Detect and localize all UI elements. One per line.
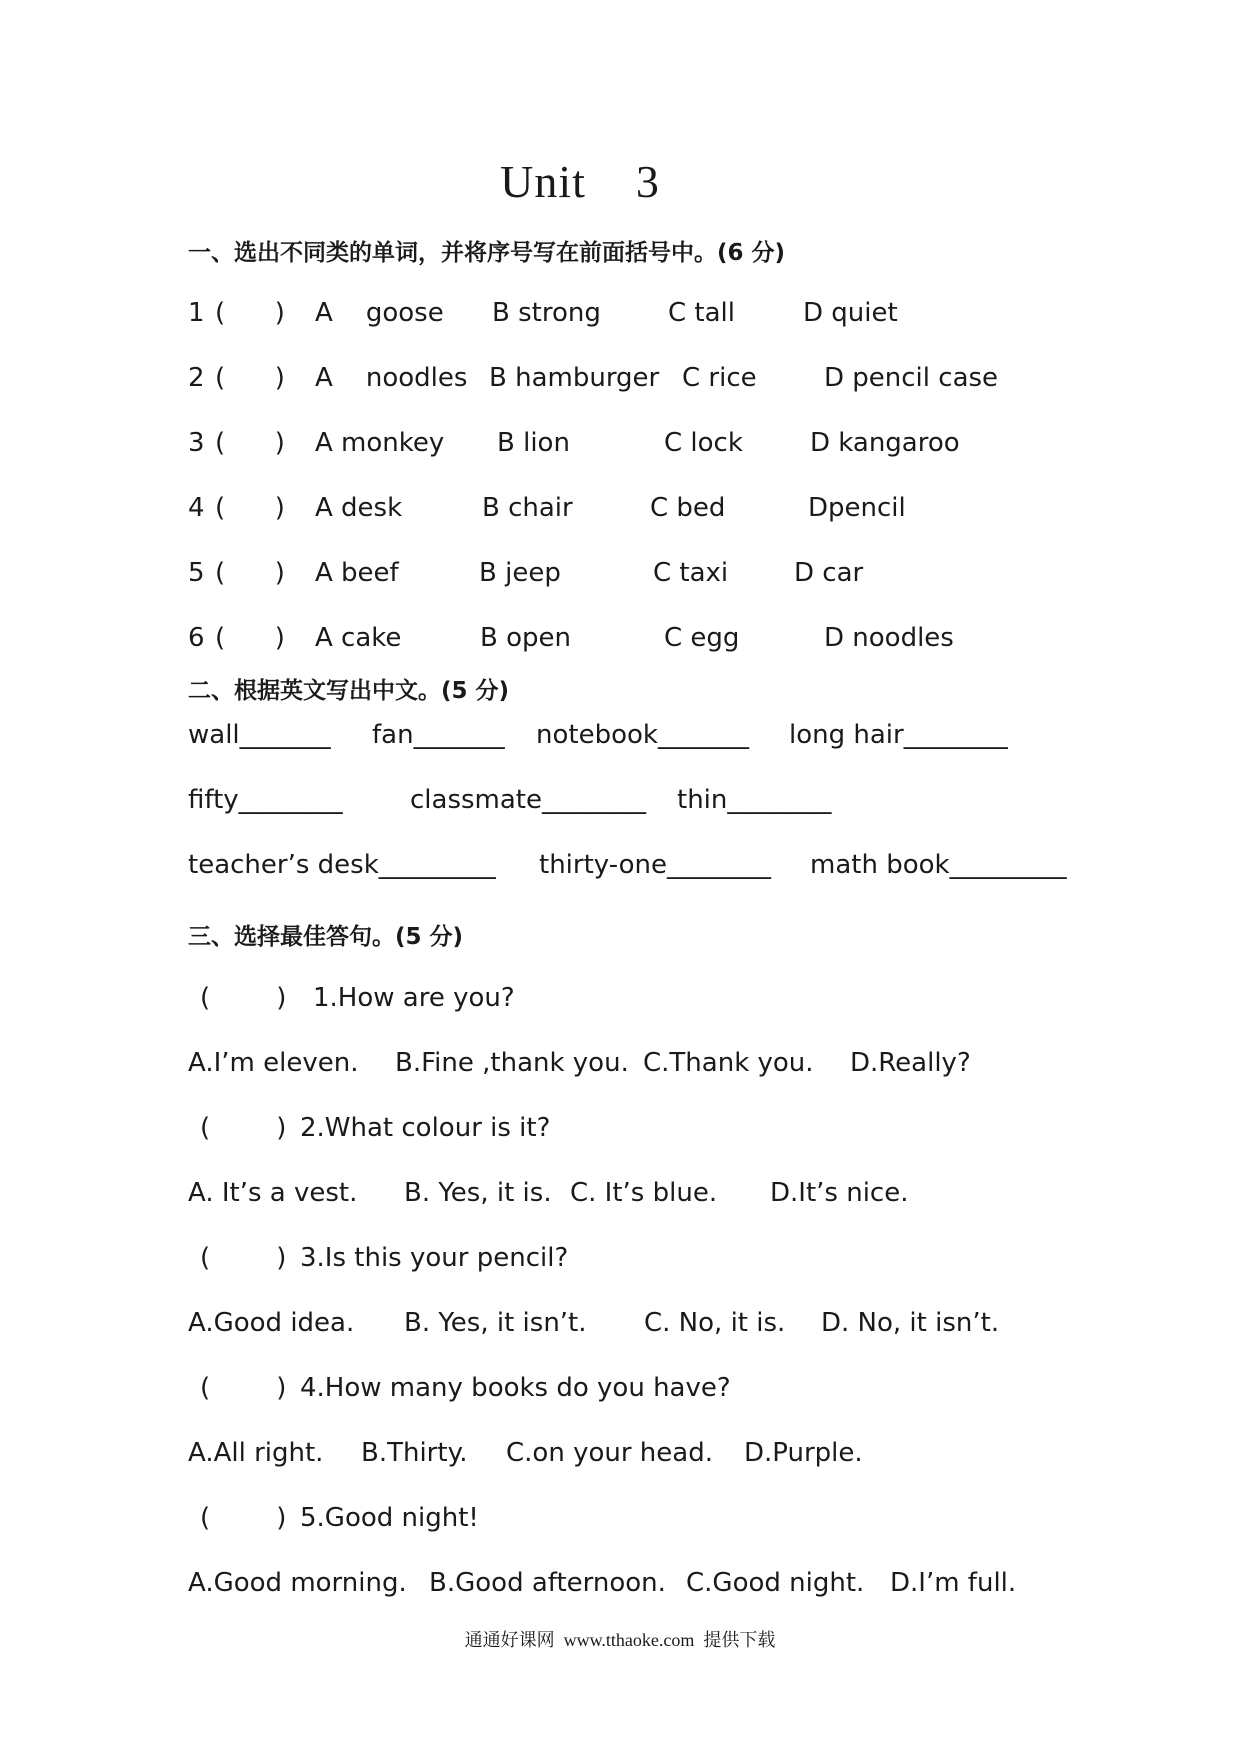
option-d: D.Purple.: [744, 1438, 863, 1468]
answer-parentheses: ( ): [215, 428, 285, 458]
option-a: A beef: [315, 558, 399, 588]
question-text: 2.What colour is it?: [300, 1113, 551, 1143]
section2-heading: 二、根据英文写出中文。(5 分): [188, 678, 510, 704]
option-c: C lock: [664, 428, 743, 458]
option-b: B.Thirty.: [361, 1438, 468, 1468]
option-d: D.It’s nice.: [770, 1178, 909, 1208]
option-b: B jeep: [479, 558, 561, 588]
item-number: 3: [188, 428, 205, 458]
page-title: Unit 3: [500, 156, 660, 207]
option-a: A goose: [315, 298, 444, 328]
option-b: B. Yes, it isn’t.: [404, 1308, 587, 1338]
answer-parentheses: ( ): [215, 493, 285, 523]
footer-text: 通通好课网 www.tthaoke.com 提供下载: [464, 1630, 776, 1650]
option-a: A.All right.: [188, 1438, 324, 1468]
section1-heading: 一、选出不同类的单词，并将序号写在前面括号中。(6 分): [188, 240, 786, 266]
option-c: C. It’s blue.: [570, 1178, 718, 1208]
option-b: B.Fine ,thank you.: [395, 1048, 629, 1078]
option-d: D quiet: [803, 298, 898, 328]
option-b: B. Yes, it is.: [404, 1178, 552, 1208]
vocab-item: fan_______: [372, 720, 505, 750]
option-a: A. It’s a vest.: [188, 1178, 358, 1208]
option-d: D. No, it isn’t.: [821, 1308, 1000, 1338]
vocab-item: classmate________: [410, 785, 646, 815]
vocab-item: long hair________: [789, 720, 1008, 750]
answer-parentheses: ( ): [200, 1373, 287, 1403]
option-d: D noodles: [824, 623, 954, 653]
option-c: C.on your head.: [506, 1438, 713, 1468]
answer-parentheses: ( ): [200, 1243, 287, 1273]
item-number: 2: [188, 363, 205, 393]
option-a: A.Good morning.: [188, 1568, 407, 1598]
answer-parentheses: ( ): [215, 623, 285, 653]
option-d: D.Really?: [850, 1048, 971, 1078]
vocab-item: thin________: [677, 785, 832, 815]
option-a: A.I’m eleven.: [188, 1048, 359, 1078]
answer-parentheses: ( ): [215, 363, 285, 393]
vocab-item: math book_________: [810, 850, 1067, 880]
option-a: A.Good idea.: [188, 1308, 355, 1338]
answer-parentheses: ( ): [215, 558, 285, 588]
option-b: B lion: [497, 428, 570, 458]
option-d: Dpencil: [808, 493, 906, 523]
option-c: C rice: [682, 363, 757, 393]
vocab-item: notebook_______: [536, 720, 749, 750]
option-b: B.Good afternoon.: [429, 1568, 666, 1598]
question-text: 1.How are you?: [313, 983, 515, 1013]
option-c: C tall: [668, 298, 735, 328]
answer-parentheses: ( ): [200, 983, 287, 1013]
option-d: D.I’m full.: [890, 1568, 1017, 1598]
option-a: A desk: [315, 493, 403, 523]
item-number: 5: [188, 558, 205, 588]
question-text: 3.Is this your pencil?: [300, 1243, 569, 1273]
option-d: D kangaroo: [810, 428, 960, 458]
question-text: 4.How many books do you have?: [300, 1373, 731, 1403]
vocab-item: fifty________: [188, 785, 343, 815]
option-b: B hamburger: [489, 363, 660, 393]
option-c: C egg: [664, 623, 740, 653]
option-a: A cake: [315, 623, 402, 653]
section3-heading: 三、选择最佳答句。(5 分): [188, 924, 464, 950]
option-a: A noodles: [315, 363, 468, 393]
option-c: C taxi: [653, 558, 729, 588]
item-number: 6: [188, 623, 205, 653]
answer-parentheses: ( ): [200, 1113, 287, 1143]
option-c: C bed: [650, 493, 726, 523]
option-a: A monkey: [315, 428, 445, 458]
option-c: C.Thank you.: [643, 1048, 814, 1078]
vocab-item: thirty-one________: [539, 850, 771, 880]
option-c: C. No, it is.: [644, 1308, 786, 1338]
item-number: 4: [188, 493, 205, 523]
option-d: D pencil case: [824, 363, 999, 393]
vocab-item: teacher’s desk_________: [188, 850, 496, 880]
option-c: C.Good night.: [686, 1568, 865, 1598]
option-b: B strong: [492, 298, 601, 328]
answer-parentheses: ( ): [215, 298, 285, 328]
item-number: 1: [188, 298, 205, 328]
option-b: B open: [480, 623, 571, 653]
vocab-item: wall_______: [188, 720, 331, 750]
option-b: B chair: [482, 493, 573, 523]
option-d: D car: [794, 558, 864, 588]
question-text: 5.Good night!: [300, 1503, 479, 1533]
answer-parentheses: ( ): [200, 1503, 287, 1533]
